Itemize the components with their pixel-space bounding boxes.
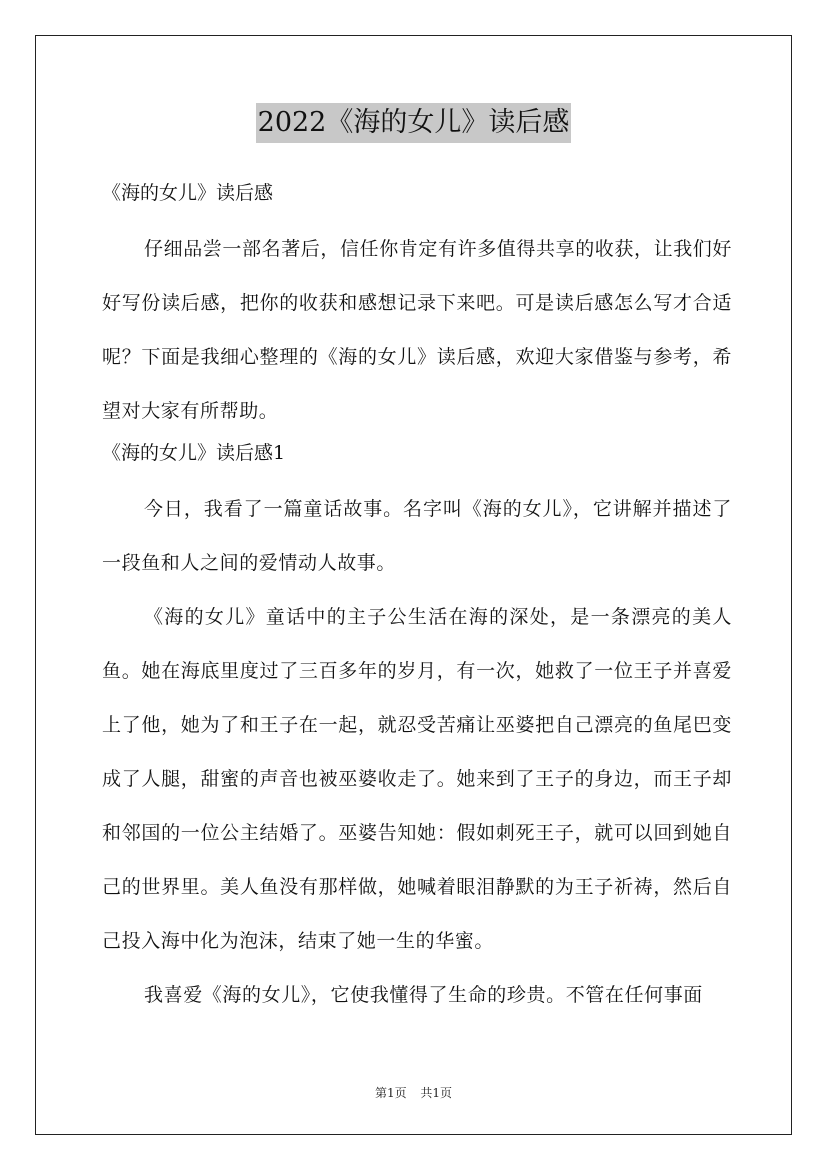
title-container [0,103,827,143]
body-paragraph: 《海的女儿》童话中的主子公生活在海的深处，是一条漂亮的美人鱼。她在海底里度过了三百多年的岁月，有一次，她救了一位王子并喜爱上了他，她为了和王子在一起，就忍受苦痛让巫婆把自己漂亮的鱼尾巴变成了人腿，甜蜜的声音也被巫婆收走了。她来到了王子的身边，而王子却和邻国的一位公主结婚了。巫婆告知她：假如刺死王子，就可以回到她自己的世界里。美人鱼没有那样做，她喊着眼泪静默的为王子祈祷，然后自己投入海中化为泡沫，结束了她一生的华蜜。 [102,606,732,952]
page-number: 第1页 [374,1086,407,1100]
intro-paragraph: 仔细品尝一部名著后，信任你肯定有许多值得共享的收获，让我们好好写份读后感，把你的收获和感想记录下来吧。可是读后感怎么写才合适呢？下面是我细心整理的《海的女儿》读后感，欢迎大家借鉴与参考，希望对大家有所帮助。 [102,238,733,422]
total-pages: 共1页 [420,1086,453,1100]
body-paragraph: 我喜爱《海的女儿》，它使我懂得了生命的珍贵。不管在任何事面 [144,984,703,1006]
section-heading: 《海的女儿》读后感 [102,182,274,204]
section-heading-1: 《海的女儿》读后感1 [102,442,286,464]
page-footer [0,1084,827,1101]
document-body [102,176,732,1022]
document-title: 2022《海的女儿》读后感 [256,103,572,143]
body-paragraph: 今日，我看了一篇童话故事。名字叫《海的女儿》，它讲解并描述了一段鱼和人之间的爱情动人故事。 [102,498,732,574]
